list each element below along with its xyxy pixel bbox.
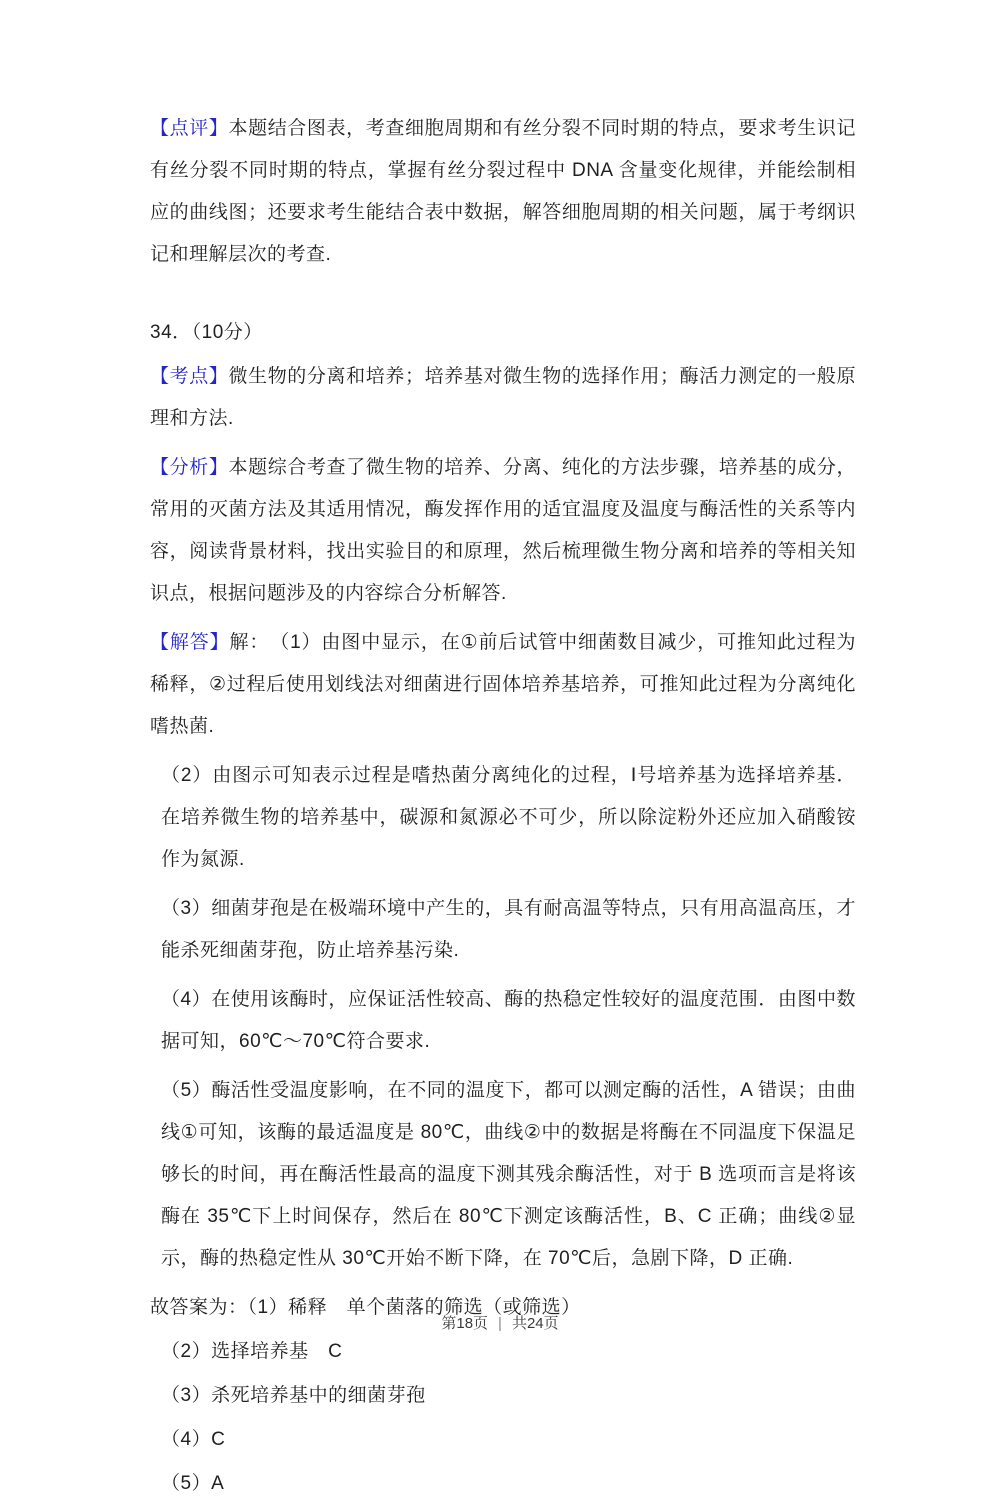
topic-text: 微生物的分离和培养；培养基对微生物的选择作用；酶活力测定的一般原理和方法.	[150, 366, 856, 429]
answer-line-3: （3）杀死培养基中的细菌芽孢	[161, 1385, 426, 1406]
page-number-total: 共24页	[511, 1315, 559, 1332]
analysis-tag: 【分析】	[150, 457, 229, 478]
answer-lead-line: 故答案为：（1）稀释 单个菌落的筛选（或筛选）	[150, 1297, 581, 1318]
page-number-current: 第18页	[441, 1315, 489, 1332]
page-number-separator: |	[498, 1315, 502, 1332]
question-header: 34．（10分）	[150, 322, 263, 343]
solution-item-3: （3）细菌芽孢是在极端环境中产生的，具有耐高温等特点，只有用高温高压，才能杀死细菌芽孢，防止培养基污染.	[161, 898, 856, 961]
solution-item-5: （5）酶活性受温度影响，在不同的温度下，都可以测定酶的活性，A 错误；由曲线①可知，该酶的最适温度是 80℃，曲线②中的数据是将酶在不同温度下保温足够长的时间，再在酶活性最高的温度下测其残余酶活性，对于 B 选项而言是将该酶在 35℃下上时间保存，然后在 80℃下测定该酶活性，B、C 正确；曲线②显示，酶的热稳定性从 30℃开始不断下降，在 70℃后，急剧下降，D 正确.	[161, 1080, 856, 1269]
solution-lead-text: 解： （1）由图中显示，在①前后试管中细菌数目减少，可推知此过程为稀释，②过程后使用划线法对细菌进行固体培养基培养，可推知此过程为分离纯化嗜热菌.	[150, 632, 856, 737]
answer-line-4: （4）C	[161, 1429, 226, 1450]
review-tag: 【点评】	[150, 118, 229, 139]
topic-tag: 【考点】	[150, 366, 229, 387]
solution-item-2: （2）由图示可知表示过程是嗜热菌分离纯化的过程，Ⅰ号培养基为选择培养基．在培养微生物的培养基中，碳源和氮源必不可少，所以除淀粉外还应加入硝酸铵作为氮源.	[161, 765, 856, 870]
review-text: 本题结合图表，考查细胞周期和有丝分裂不同时期的特点，要求考生识记有丝分裂不同时期的特点，掌握有丝分裂过程中 DNA 含量变化规律，并能绘制相应的曲线图；还要求考生能结合表中数据，解答细胞周期的相关问题，属于考纲识记和理解层次的考查.	[150, 118, 856, 265]
solution-tag: 【解答】	[150, 632, 230, 653]
answer-line-5: （5）A	[161, 1473, 225, 1494]
solution-item-4: （4）在使用该酶时，应保证活性较高、酶的热稳定性较好的温度范围．由图中数据可知，60℃～70℃符合要求.	[161, 989, 856, 1052]
document-page	[150, 108, 856, 1507]
analysis-text: 本题综合考查了微生物的培养、分离、纯化的方法步骤，培养基的成分，常用的灭菌方法及其适用情况，酶发挥作用的适宜温度及温度与酶活性的关系等内容，阅读背景材料，找出实验目的和原理，然后梳理微生物分离和培养的等相关知识点，根据问题涉及的内容综合分析解答.	[150, 457, 856, 604]
analysis-paragraph	[150, 447, 856, 615]
topic-paragraph	[150, 356, 856, 440]
answer-line-2: （2）选择培养基 C	[161, 1341, 343, 1362]
solution-paragraph	[150, 622, 856, 748]
review-paragraph	[150, 108, 856, 276]
page-footer	[0, 1312, 1000, 1333]
